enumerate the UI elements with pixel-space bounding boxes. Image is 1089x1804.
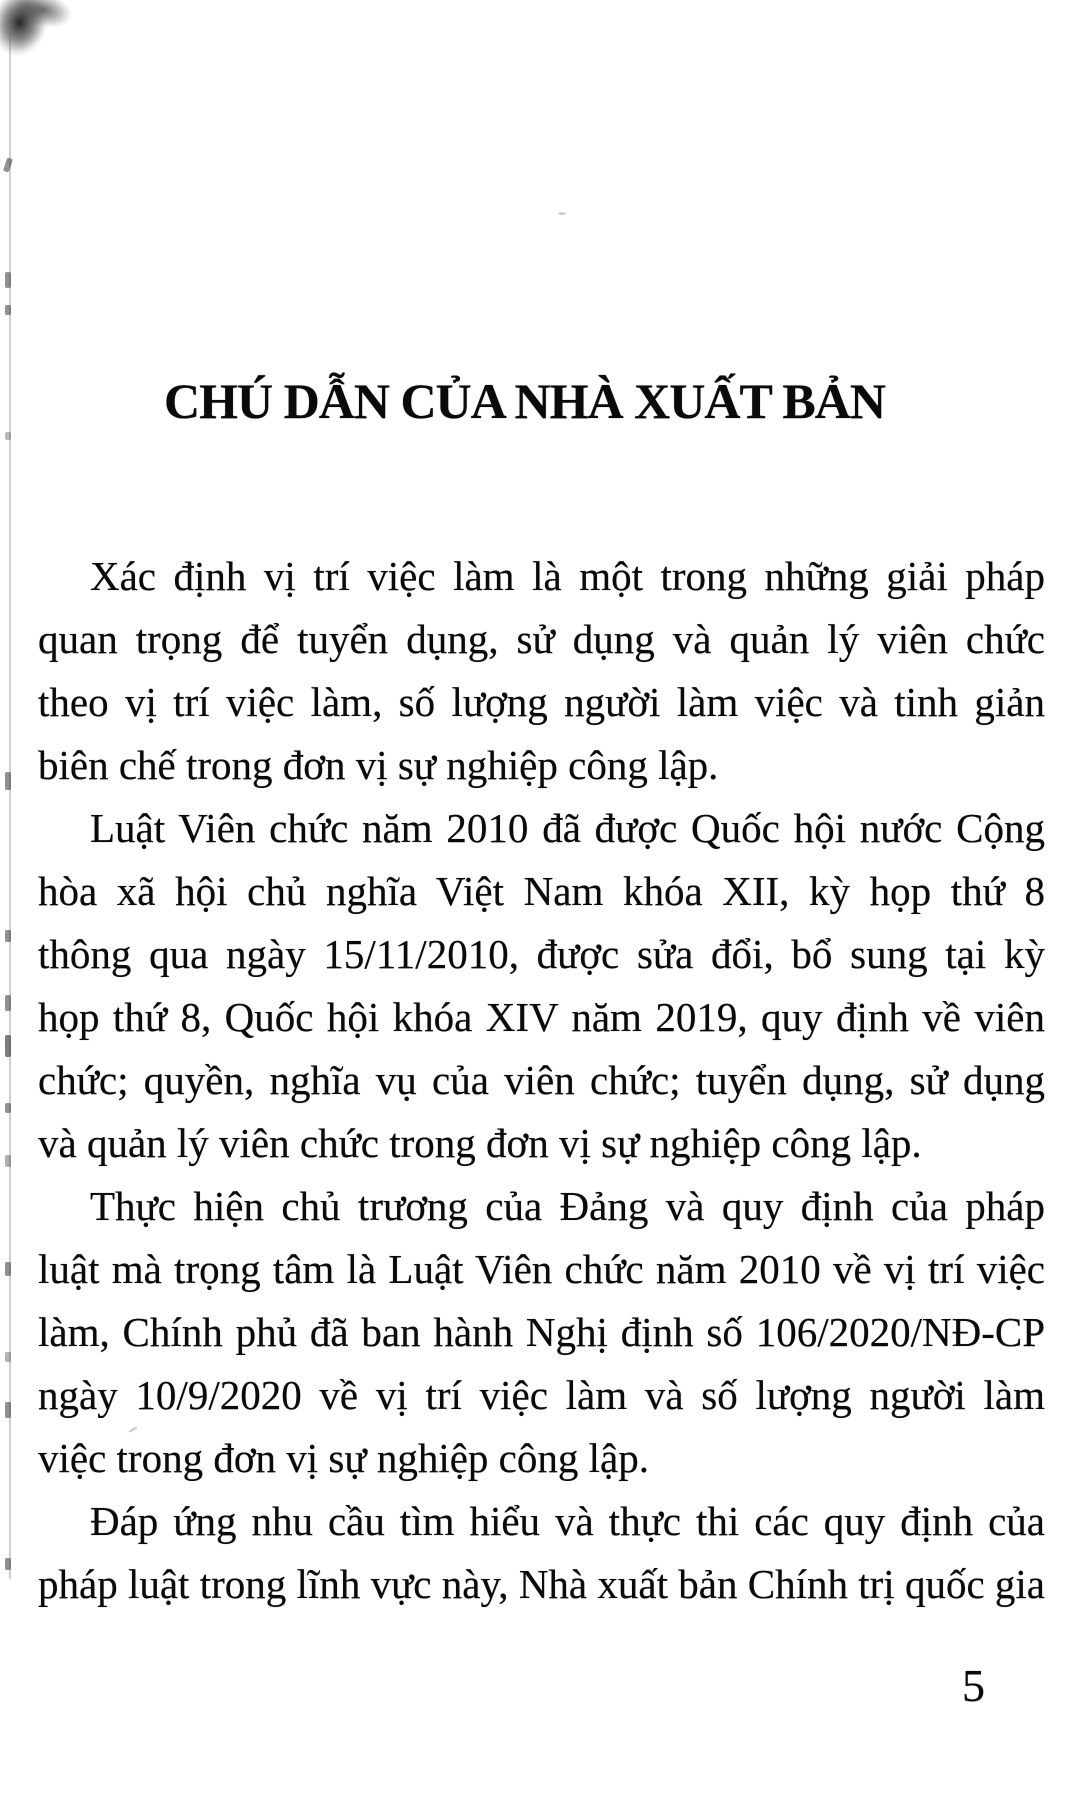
scan-edge-mark <box>3 157 13 172</box>
text-line-content: hòa xã hội chủ nghĩa Việt Nam khóa XII, kỳ họp thứ 8 <box>38 868 1045 914</box>
text-line-content: Đáp ứng nhu cầu tìm hiểu và thực thi các quy định của <box>90 1498 1045 1544</box>
text-line-content: làm, Chính phủ đã ban hành Nghị định số 106/2020/NĐ-CP <box>38 1309 1045 1355</box>
text-line <box>38 671 1045 734</box>
body-text <box>38 545 1045 1616</box>
text-line <box>38 1175 1045 1238</box>
text-line-content: pháp luật trong lĩnh vực này, Nhà xuất bản Chính trị quốc gia <box>38 1561 1045 1607</box>
scan-edge-mark <box>5 995 11 1011</box>
text-line <box>38 1427 1045 1490</box>
text-line <box>38 860 1045 923</box>
page-number: 5 <box>962 1660 985 1711</box>
text-line <box>38 545 1045 608</box>
text-line-content: Thực hiện chủ trương của Đảng và quy định của pháp <box>90 1183 1045 1229</box>
text-line <box>38 1490 1045 1553</box>
text-line <box>38 1301 1045 1364</box>
scan-edge-mark <box>5 1155 11 1167</box>
text-line-content: việc trong đơn vị sự nghiệp công lập. <box>38 1435 649 1481</box>
scan-edge-mark <box>5 772 11 790</box>
scan-speck <box>558 212 566 215</box>
text-line <box>38 1049 1045 1112</box>
scan-edge-mark <box>5 1352 11 1362</box>
text-line-content: Xác định vị trí việc làm là một trong những giải pháp <box>90 553 1045 599</box>
text-line-content: họp thứ 8, Quốc hội khóa XIV năm 2019, quy định về viên <box>38 994 1045 1040</box>
scan-edge-mark <box>5 305 11 315</box>
text-line <box>38 1364 1045 1427</box>
text-line <box>38 1238 1045 1301</box>
text-line-content: theo vị trí việc làm, số lượng người làm việc và tinh giản <box>38 679 1045 725</box>
scan-edge-mark <box>5 1558 11 1570</box>
scan-edge-mark <box>5 930 11 942</box>
scan-smudge-artifact <box>0 0 90 112</box>
text-line-content: chức; quyền, nghĩa vụ của viên chức; tuyển dụng, sử dụng <box>38 1057 1045 1103</box>
scan-edge-mark <box>5 432 11 440</box>
text-line-content: quan trọng để tuyển dụng, sử dụng và quản lý viên chức <box>38 616 1045 662</box>
scan-edge-mark <box>5 1402 11 1418</box>
scan-edge-mark <box>5 1262 11 1276</box>
text-line <box>38 734 1045 797</box>
scan-edge-mark <box>5 1103 11 1113</box>
text-line-content: biên chế trong đơn vị sự nghiệp công lập. <box>38 742 719 788</box>
text-line-content: Luật Viên chức năm 2010 đã được Quốc hội nước Cộng <box>90 805 1045 851</box>
scan-edge-mark <box>5 272 11 288</box>
text-line-content: luật mà trọng tâm là Luật Viên chức năm 2010 về vị trí việc <box>38 1246 1045 1292</box>
page-title: CHÚ DẪN CỦA NHÀ XUẤT BẢN <box>164 373 885 429</box>
text-line <box>38 608 1045 671</box>
text-line <box>38 1553 1045 1616</box>
text-line-content: và quản lý viên chức trong đơn vị sự nghiệp công lập. <box>38 1120 922 1166</box>
text-line-content: ngày 10/9/2020 về vị trí việc làm và số lượng người làm <box>38 1372 1045 1418</box>
text-line <box>38 923 1045 986</box>
binding-edge-line <box>9 34 11 1579</box>
text-line <box>38 797 1045 860</box>
scan-edge-mark <box>5 1035 11 1057</box>
text-line <box>38 1112 1045 1175</box>
text-line <box>38 986 1045 1049</box>
text-line-content: thông qua ngày 15/11/2010, được sửa đổi, bổ sung tại kỳ <box>38 931 1045 977</box>
